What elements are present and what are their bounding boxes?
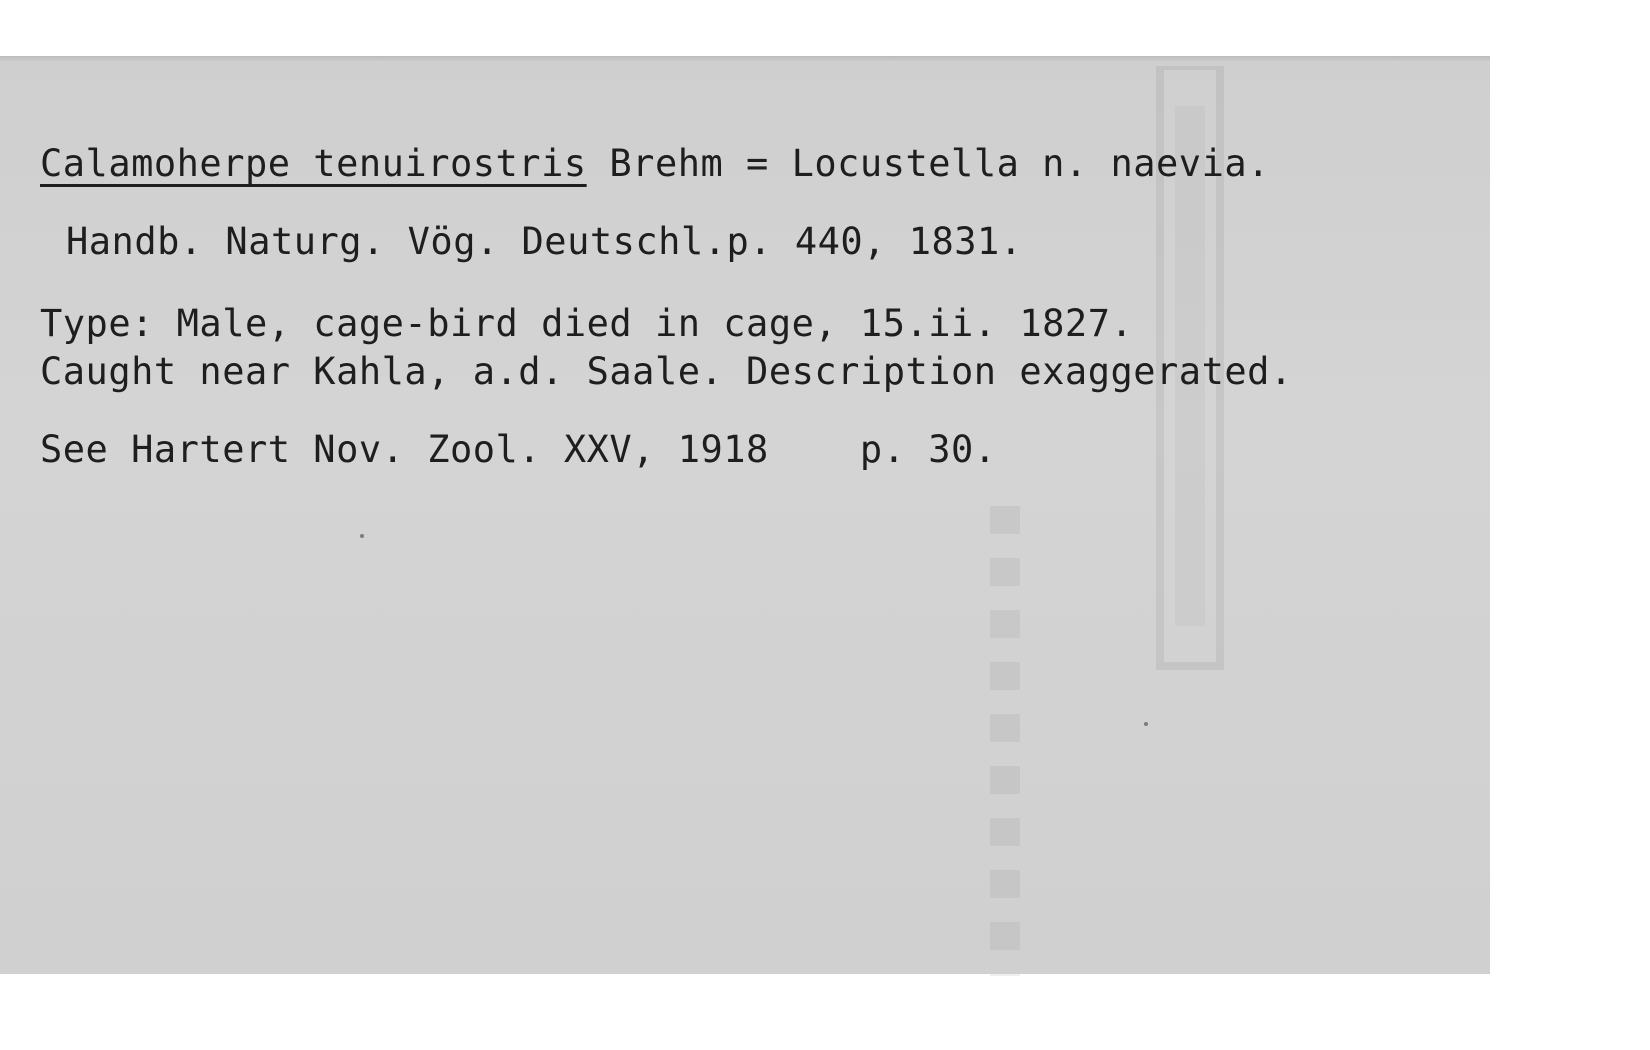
reference-line: See Hartert Nov. Zool. XXV, 1918 p. 30. bbox=[40, 428, 997, 471]
type-line: Type: Male, cage-bird died in cage, 15.ii. 1827. bbox=[40, 302, 1134, 345]
original-name: Calamoherpe tenuirostris bbox=[40, 142, 587, 185]
index-card bbox=[0, 56, 1490, 974]
card-edge-shadow bbox=[0, 56, 1490, 62]
citation-line: Handb. Naturg. Vög. Deutschl.p. 440, 1831. bbox=[66, 220, 1023, 263]
locality-line: Caught near Kahla, a.d. Saale. Description exaggerated. bbox=[40, 350, 1293, 393]
synonym-text: Brehm = Locustella n. naevia. bbox=[586, 142, 1270, 185]
show-through-text bbox=[990, 506, 1020, 976]
heading-line bbox=[40, 142, 1270, 185]
